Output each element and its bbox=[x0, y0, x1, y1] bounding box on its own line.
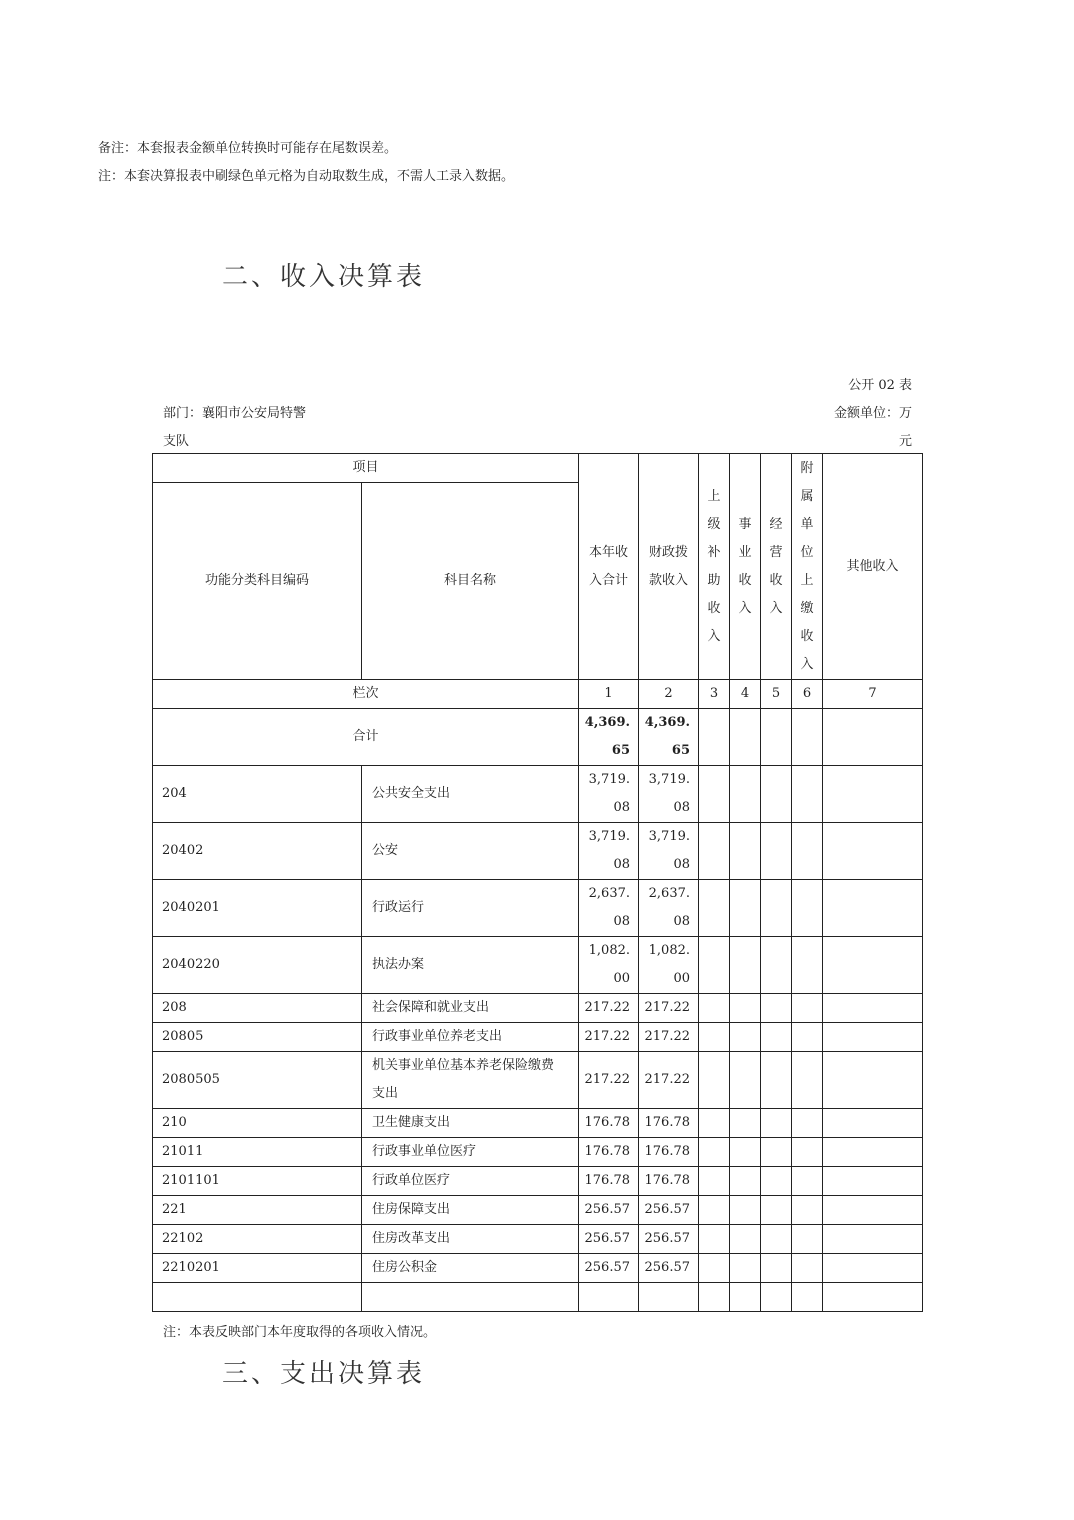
row-superior bbox=[699, 1138, 730, 1167]
row-affiliated bbox=[792, 1052, 823, 1109]
row-affiliated bbox=[792, 823, 823, 880]
table-row bbox=[153, 1109, 923, 1138]
row-total: 3,719.08 bbox=[579, 823, 639, 880]
column-number-4: 4 bbox=[730, 680, 761, 709]
empty-cell bbox=[699, 1283, 730, 1312]
row-affiliated bbox=[792, 1109, 823, 1138]
row-superior bbox=[699, 766, 730, 823]
row-total: 256.57 bbox=[579, 1196, 639, 1225]
header-business-text: 事业收入 bbox=[738, 516, 752, 616]
column-number-6: 6 bbox=[792, 680, 823, 709]
table-row bbox=[153, 766, 923, 823]
table-row bbox=[153, 1225, 923, 1254]
row-superior bbox=[699, 880, 730, 937]
total-row bbox=[153, 709, 923, 766]
row-code: 210 bbox=[153, 1109, 362, 1138]
row-name: 行政事业单位养老支出 bbox=[362, 1023, 579, 1052]
header-affiliated-text: 附属单位上缴收入 bbox=[800, 460, 814, 672]
row-superior bbox=[699, 823, 730, 880]
header-affiliated bbox=[792, 454, 823, 680]
remark-note: 备注：本套报表金额单位转换时可能存在尾数误差。 bbox=[98, 141, 398, 156]
header-other: 其他收入 bbox=[823, 454, 923, 680]
row-operation bbox=[761, 1225, 792, 1254]
total-label: 合计 bbox=[153, 709, 579, 766]
row-fiscal: 217.22 bbox=[639, 1023, 699, 1052]
department-label: 部门：襄阳市公安局特警 bbox=[163, 406, 307, 421]
data-rows bbox=[153, 766, 923, 1283]
empty-cell bbox=[362, 1283, 579, 1312]
row-operation bbox=[761, 1052, 792, 1109]
row-code: 208 bbox=[153, 994, 362, 1023]
row-total: 176.78 bbox=[579, 1167, 639, 1196]
row-superior bbox=[699, 1052, 730, 1109]
row-superior bbox=[699, 1225, 730, 1254]
table-row bbox=[153, 1254, 923, 1283]
auto-fill-note: 注：本套决算报表中刷绿色单元格为自动取数生成，不需人工录入数据。 bbox=[98, 169, 515, 184]
row-fiscal: 217.22 bbox=[639, 994, 699, 1023]
header-row-1 bbox=[153, 454, 923, 483]
row-business bbox=[730, 823, 761, 880]
row-total: 217.22 bbox=[579, 1052, 639, 1109]
row-fiscal: 256.57 bbox=[639, 1254, 699, 1283]
row-operation bbox=[761, 1196, 792, 1225]
row-other bbox=[823, 1023, 923, 1052]
row-name: 住房改革支出 bbox=[362, 1225, 579, 1254]
row-total: 2,637.08 bbox=[579, 880, 639, 937]
row-fiscal: 256.57 bbox=[639, 1225, 699, 1254]
table-row bbox=[153, 994, 923, 1023]
row-name: 机关事业单位基本养老保险缴费支出 bbox=[362, 1052, 579, 1109]
row-name: 行政事业单位医疗 bbox=[362, 1138, 579, 1167]
row-name: 住房公积金 bbox=[362, 1254, 579, 1283]
row-other bbox=[823, 1052, 923, 1109]
row-fiscal: 217.22 bbox=[639, 1052, 699, 1109]
empty-cell bbox=[153, 1283, 362, 1312]
row-fiscal: 256.57 bbox=[639, 1196, 699, 1225]
row-fiscal: 3,719.08 bbox=[639, 823, 699, 880]
row-superior bbox=[699, 1109, 730, 1138]
row-name: 卫生健康支出 bbox=[362, 1109, 579, 1138]
row-fiscal: 176.78 bbox=[639, 1109, 699, 1138]
table-footnote: 注：本表反映部门本年度取得的各项收入情况。 bbox=[163, 1325, 437, 1340]
row-other bbox=[823, 1196, 923, 1225]
row-operation bbox=[761, 994, 792, 1023]
empty-row bbox=[153, 1283, 923, 1312]
row-code: 204 bbox=[153, 766, 362, 823]
empty-cell bbox=[730, 1283, 761, 1312]
section-title-expenditure: 三、支出决算表 bbox=[222, 1359, 426, 1389]
row-affiliated bbox=[792, 994, 823, 1023]
row-superior bbox=[699, 994, 730, 1023]
row-other bbox=[823, 1109, 923, 1138]
header-operation bbox=[761, 454, 792, 680]
row-affiliated bbox=[792, 1254, 823, 1283]
row-affiliated bbox=[792, 880, 823, 937]
column-number-7: 7 bbox=[823, 680, 923, 709]
row-total: 1,082.00 bbox=[579, 937, 639, 994]
row-fiscal: 1,082.00 bbox=[639, 937, 699, 994]
row-affiliated bbox=[792, 1023, 823, 1052]
total-business bbox=[730, 709, 761, 766]
row-total: 176.78 bbox=[579, 1138, 639, 1167]
row-operation bbox=[761, 1109, 792, 1138]
row-code: 221 bbox=[153, 1196, 362, 1225]
row-other bbox=[823, 880, 923, 937]
row-code: 2101101 bbox=[153, 1167, 362, 1196]
row-name: 公安 bbox=[362, 823, 579, 880]
row-business bbox=[730, 1167, 761, 1196]
row-operation bbox=[761, 1138, 792, 1167]
table-row bbox=[153, 1023, 923, 1052]
header-fiscal bbox=[639, 454, 699, 680]
row-name: 行政运行 bbox=[362, 880, 579, 937]
table-row bbox=[153, 1138, 923, 1167]
row-name: 执法办案 bbox=[362, 937, 579, 994]
row-operation bbox=[761, 1167, 792, 1196]
row-total: 176.78 bbox=[579, 1109, 639, 1138]
total-operation bbox=[761, 709, 792, 766]
total-affiliated bbox=[792, 709, 823, 766]
column-number-5: 5 bbox=[761, 680, 792, 709]
row-code: 20402 bbox=[153, 823, 362, 880]
row-total: 3,719.08 bbox=[579, 766, 639, 823]
income-table bbox=[152, 453, 923, 1312]
table-row bbox=[153, 1196, 923, 1225]
row-business bbox=[730, 1225, 761, 1254]
row-operation bbox=[761, 1254, 792, 1283]
column-number-3: 3 bbox=[699, 680, 730, 709]
row-affiliated bbox=[792, 937, 823, 994]
header-project: 项目 bbox=[153, 454, 579, 483]
row-code: 21011 bbox=[153, 1138, 362, 1167]
table-row bbox=[153, 1167, 923, 1196]
row-business bbox=[730, 994, 761, 1023]
row-business bbox=[730, 937, 761, 994]
row-affiliated bbox=[792, 1167, 823, 1196]
empty-cell bbox=[579, 1283, 639, 1312]
header-code: 功能分类科目编码 bbox=[153, 483, 362, 680]
row-fiscal: 176.78 bbox=[639, 1167, 699, 1196]
row-total: 217.22 bbox=[579, 1023, 639, 1052]
header-fiscal-text: 财政拨款收入 bbox=[649, 544, 689, 588]
empty-cell bbox=[761, 1283, 792, 1312]
header-operation-text: 经营收入 bbox=[769, 516, 783, 616]
row-total: 217.22 bbox=[579, 994, 639, 1023]
row-other bbox=[823, 994, 923, 1023]
row-other bbox=[823, 1225, 923, 1254]
row-superior bbox=[699, 937, 730, 994]
row-operation bbox=[761, 880, 792, 937]
row-code: 2080505 bbox=[153, 1052, 362, 1109]
row-business bbox=[730, 1254, 761, 1283]
row-total: 256.57 bbox=[579, 1225, 639, 1254]
table-row bbox=[153, 1052, 923, 1109]
row-affiliated bbox=[792, 1196, 823, 1225]
row-business bbox=[730, 1109, 761, 1138]
row-business bbox=[730, 1196, 761, 1225]
row-other bbox=[823, 1254, 923, 1283]
table-row bbox=[153, 823, 923, 880]
row-code: 2040220 bbox=[153, 937, 362, 994]
row-operation bbox=[761, 1023, 792, 1052]
row-name: 行政单位医疗 bbox=[362, 1167, 579, 1196]
row-affiliated bbox=[792, 1138, 823, 1167]
total-superior bbox=[699, 709, 730, 766]
row-fiscal: 2,637.08 bbox=[639, 880, 699, 937]
header-total-text: 本年收入合计 bbox=[589, 544, 629, 588]
column-number-1: 1 bbox=[579, 680, 639, 709]
row-other bbox=[823, 766, 923, 823]
row-business bbox=[730, 1052, 761, 1109]
table-code: 公开 02 表 bbox=[848, 378, 912, 393]
table-row bbox=[153, 880, 923, 937]
row-code: 22102 bbox=[153, 1225, 362, 1254]
row-other bbox=[823, 823, 923, 880]
row-total: 256.57 bbox=[579, 1254, 639, 1283]
row-name: 住房保障支出 bbox=[362, 1196, 579, 1225]
header-business bbox=[730, 454, 761, 680]
row-superior bbox=[699, 1254, 730, 1283]
section-title-income: 二、收入决算表 bbox=[222, 262, 426, 292]
header-superior bbox=[699, 454, 730, 680]
row-business bbox=[730, 1138, 761, 1167]
total-fiscal: 4,369.65 bbox=[639, 709, 699, 766]
row-code: 2210201 bbox=[153, 1254, 362, 1283]
row-superior bbox=[699, 1023, 730, 1052]
department-label-cont: 支队 bbox=[163, 434, 190, 449]
total-amount: 4,369.65 bbox=[579, 709, 639, 766]
row-name: 社会保障和就业支出 bbox=[362, 994, 579, 1023]
row-affiliated bbox=[792, 1225, 823, 1254]
empty-cell bbox=[639, 1283, 699, 1312]
row-business bbox=[730, 880, 761, 937]
empty-cell bbox=[792, 1283, 823, 1312]
row-operation bbox=[761, 766, 792, 823]
row-other bbox=[823, 1167, 923, 1196]
column-number-2: 2 bbox=[639, 680, 699, 709]
row-business bbox=[730, 766, 761, 823]
row-fiscal: 176.78 bbox=[639, 1138, 699, 1167]
column-number-row bbox=[153, 680, 923, 709]
row-operation bbox=[761, 823, 792, 880]
row-business bbox=[730, 1023, 761, 1052]
row-name: 公共安全支出 bbox=[362, 766, 579, 823]
column-number-label: 栏次 bbox=[153, 680, 579, 709]
table-row bbox=[153, 937, 923, 994]
row-fiscal: 3,719.08 bbox=[639, 766, 699, 823]
header-name: 科目名称 bbox=[362, 483, 579, 680]
row-code: 2040201 bbox=[153, 880, 362, 937]
total-other bbox=[823, 709, 923, 766]
row-superior bbox=[699, 1167, 730, 1196]
header-total bbox=[579, 454, 639, 680]
row-superior bbox=[699, 1196, 730, 1225]
row-code: 20805 bbox=[153, 1023, 362, 1052]
unit-label: 金额单位：万 bbox=[833, 406, 912, 421]
row-other bbox=[823, 937, 923, 994]
row-affiliated bbox=[792, 766, 823, 823]
row-other bbox=[823, 1138, 923, 1167]
unit-label-cont: 元 bbox=[898, 434, 912, 449]
header-superior-text: 上级补助收入 bbox=[707, 488, 721, 644]
empty-cell bbox=[823, 1283, 923, 1312]
row-operation bbox=[761, 937, 792, 994]
